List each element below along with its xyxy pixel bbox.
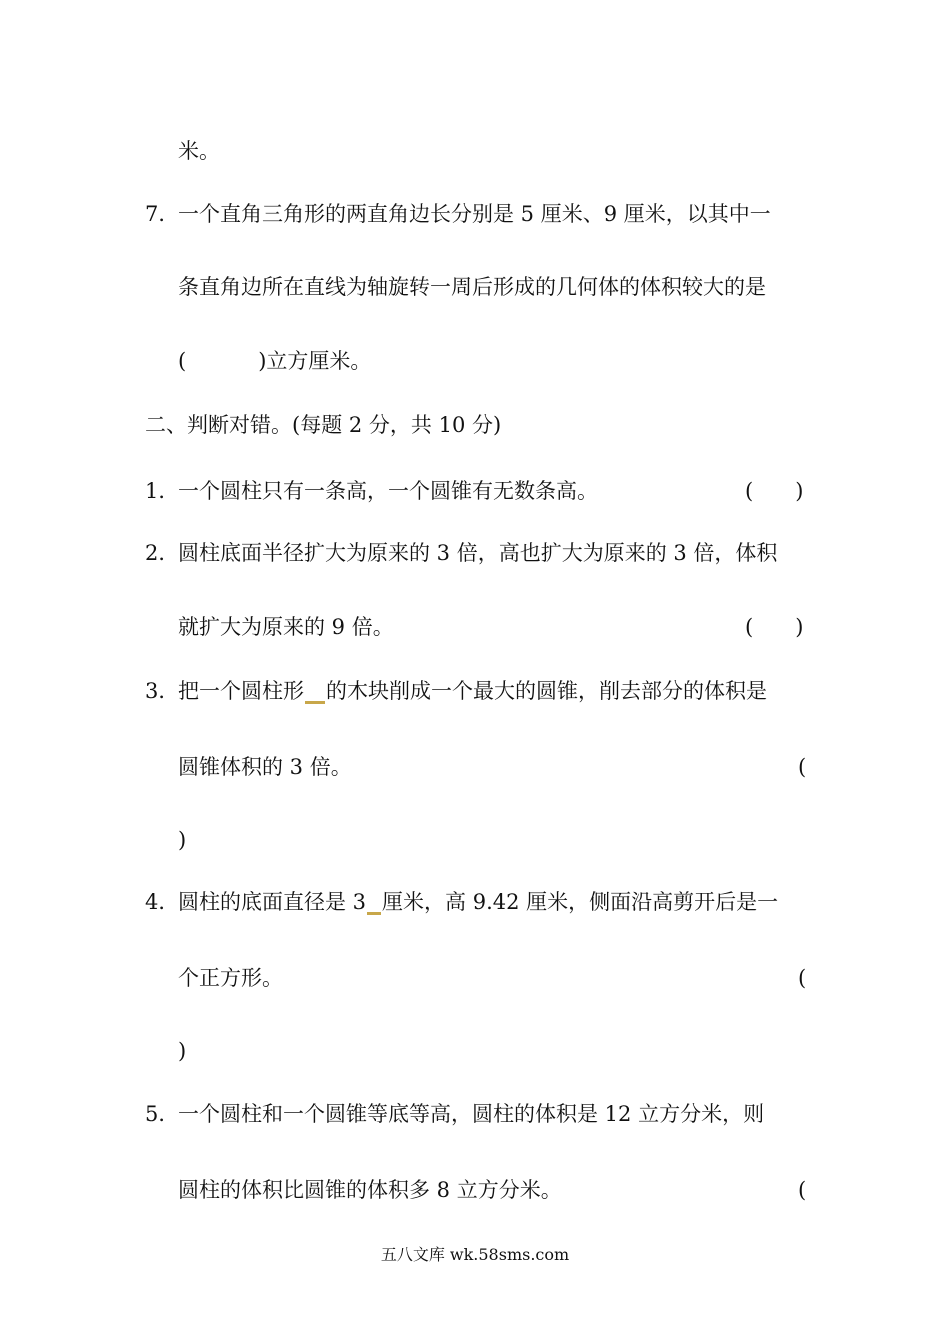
q7-line2: 条直角边所在直线为轴旋转一周后形成的几何体的体积较大的是 — [178, 275, 766, 299]
item4-line1-b: 厘米，高 9.42 厘米，侧面沿高剪开后是一 — [382, 890, 779, 914]
item4-line1 — [178, 887, 778, 917]
item1-line1: 一个圆柱只有一条高，一个圆锥有无数条高。 — [178, 479, 598, 503]
item2-line2: 就扩大为原来的 9 倍。 — [178, 615, 394, 639]
item3-paren-close[interactable]: ) — [178, 828, 187, 852]
item3-paren-open[interactable]: ( — [798, 755, 807, 779]
q6-tail: 米。 — [178, 139, 220, 163]
item5-line2: 圆柱的体积比圆锥的体积多 8 立方分米。 — [178, 1178, 562, 1202]
item4-number: 4． — [145, 890, 180, 914]
highlight-mark — [367, 912, 381, 915]
item2-answer-paren[interactable]: ( ) — [745, 615, 804, 639]
q7-number: 7． — [145, 202, 180, 226]
item3-line2: 圆锥体积的 3 倍。 — [178, 755, 352, 779]
item1-answer-paren[interactable]: ( ) — [745, 479, 804, 503]
item5-number: 5． — [145, 1102, 180, 1126]
item3-line1-b: 的木块削成一个最大的圆锥，削去部分的体积是 — [326, 679, 767, 703]
q7-paren-open: ( — [178, 349, 187, 373]
footer-watermark: 五八文库 wk.58sms.com — [380, 1245, 570, 1264]
item2-line1: 圆柱底面半径扩大为原来的 3 倍，高也扩大为原来的 3 倍，体积 — [178, 541, 778, 565]
item4-paren-open[interactable]: ( — [798, 966, 807, 990]
q7-line1: 一个直角三角形的两直角边长分别是 5 厘米、9 厘米，以其中一 — [178, 202, 771, 226]
highlight-mark — [305, 701, 325, 704]
item4-line1-a: 圆柱的底面直径是 3 — [178, 890, 367, 914]
item3-number: 3． — [145, 679, 180, 703]
item5-paren-open[interactable]: ( — [798, 1178, 807, 1202]
section-title: 二、判断对错。(每题 2 分，共 10 分) — [145, 413, 502, 437]
item5-line1: 一个圆柱和一个圆锥等底等高，圆柱的体积是 12 立方分米，则 — [178, 1102, 765, 1126]
item3-line1 — [178, 676, 767, 706]
item1-number: 1． — [145, 479, 180, 503]
item4-line2: 个正方形。 — [178, 966, 283, 990]
item2-number: 2． — [145, 541, 180, 565]
q7-paren-close: )立方厘米。 — [258, 349, 372, 373]
q7-line3 — [178, 346, 371, 376]
item3-line1-a: 把一个圆柱形 — [178, 679, 304, 703]
item4-paren-close[interactable]: ) — [178, 1039, 187, 1063]
